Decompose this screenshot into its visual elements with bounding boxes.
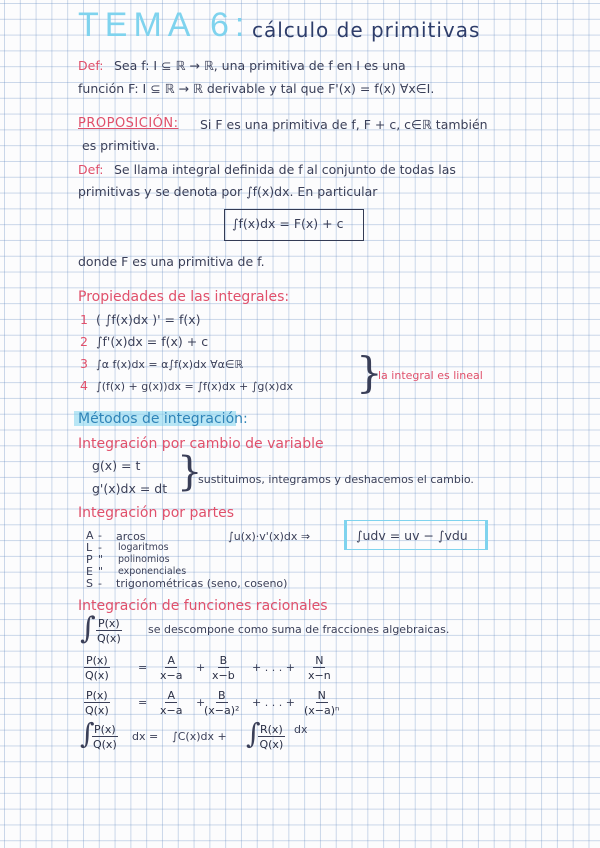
integral-sign-icon: ∫ [80, 611, 96, 646]
aleps-text: arcos [116, 530, 146, 543]
prop-line1: Si F es una primitiva de f, F + c, c∈ℝ también [200, 117, 488, 132]
def1-line2: función F: I ⊆ ℝ → ℝ derivable y tal que F'(x) = f(x) ∀x∈I. [78, 81, 435, 96]
fraction-lhs: $\frac{P(x)}{Q(x)}$ [92, 723, 117, 751]
page-subtitle: cálculo de primitivas [252, 18, 481, 42]
prop-item-number: 3 [80, 356, 88, 371]
fraction-lhs: $\frac{P(x)}{Q(x)}$ [84, 689, 109, 717]
def2-line3: donde F es una primitiva de f. [78, 254, 265, 269]
ellipsis: + . . . + [252, 661, 295, 674]
def1-label: Def: [78, 58, 104, 73]
racionales-note: se descompone como suma de fracciones algebraicas. [148, 623, 450, 636]
aleps-letter: A [86, 529, 94, 542]
cambio-eq1: g(x) = t [92, 458, 141, 473]
prop-item-text: ∫f'(x)dx = f(x) + c [96, 334, 209, 349]
prop-label: PROPOSICIÓN: [78, 116, 179, 131]
prop-item-text: ∫(f(x) + g(x))dx = ∫f(x)dx + ∫g(x)dx [96, 380, 293, 393]
prop-item-number: 4 [80, 378, 88, 393]
prop-line2: es primitiva. [82, 138, 160, 153]
integral-sign-icon: ∫ [80, 717, 95, 750]
prop-item-text: ∫α f(x)dx = α∫f(x)dx ∀α∈ℝ [96, 358, 244, 371]
fraction-remainder: $\frac{R(x)}{Q(x)}$ [259, 723, 284, 751]
aleps-text: polinomios [118, 554, 170, 565]
def1-line1: Sea f: I ⊆ ℝ → ℝ, una primitiva de f en I es una [114, 58, 406, 73]
eq3-dx: dx = [132, 730, 159, 743]
partes-heading: Integración por partes [78, 505, 235, 521]
aleps-text: trigonométricas (seno, coseno) [116, 577, 288, 590]
boxed-formula: ∫f(x)dx = F(x) + c [232, 216, 344, 231]
def2-label: Def: [78, 162, 104, 177]
fraction-term-N: $\frac{N}{\text{(x−a)ⁿ}}$ [304, 689, 340, 717]
fraction-term-A: $\frac{A}{x-a}$ [160, 654, 183, 682]
prop-item-number: 1 [80, 312, 88, 327]
fraction-term-B: $\frac{B}{\text{(x−a)²}}$ [204, 689, 240, 717]
denominator: Q(x) [96, 632, 121, 645]
aleps-text: logaritmos [118, 542, 169, 553]
aleps-letter: L [86, 541, 93, 554]
racionales-heading: Integración de funciones racionales [78, 598, 328, 614]
aleps-letter: P [86, 553, 93, 566]
def2-line1: Se llama integral definida de f al conjunto de todas las [114, 162, 456, 177]
linearity-note: la integral es lineal [378, 369, 483, 382]
partes-result: ∫udv = uv − ∫vdu [356, 528, 468, 543]
fraction-P-over-Q [96, 618, 122, 644]
right-brace-icon: } [356, 348, 383, 397]
aleps-letter: S [86, 577, 93, 590]
fraction-term-B: $\frac{B}{x-b}$ [212, 654, 235, 682]
ellipsis: + . . . + [252, 696, 295, 709]
fraction-term-A: $\frac{A}{x-a}$ [160, 689, 183, 717]
page-title: TEMA 6: [78, 6, 251, 44]
metodos-heading: Métodos de integración: [78, 411, 248, 427]
right-brace-icon: } [177, 449, 203, 495]
cambio-note: sustituimos, integramos y deshacemos el cambio. [198, 473, 474, 486]
partes-formula: ∫u(x)·v'(x)dx ⇒ [228, 530, 311, 543]
def2-line2: primitivas y se denota por ∫f(x)dx. En particular [78, 184, 378, 199]
eq3-mid: ∫C(x)dx + [172, 730, 227, 743]
fraction-lhs: $\frac{P(x)}{Q(x)}$ [84, 654, 109, 682]
prop-item-text: ( ∫f(x)dx )' = f(x) [96, 312, 201, 327]
aleps-letter: E [86, 565, 93, 578]
fraction-term-N: $\frac{N}{x-n}$ [308, 654, 331, 682]
integral-sign-icon: ∫ [246, 717, 261, 750]
cambio-heading: Integración por cambio de variable [78, 436, 324, 452]
propiedades-heading: Propiedades de las integrales: [78, 289, 290, 305]
prop-item-number: 2 [80, 334, 88, 349]
aleps-text: exponenciales [118, 566, 187, 577]
notebook-page: TEMA 6: cálculo de primitivas Def: Sea f: I ⊆ ℝ → ℝ, una primitiva de f en I es una función F: I ⊆ ℝ → ℝ derivable y tal que F'(x) = f(x) ∀x∈I. PROPOSICIÓN: Si F es una primitiva de f, F + c, c∈ℝ también es primitiva. Def: Se llama integral definida de f al conjunto de todas las primitivas y se denota por ∫f(x)dx. En particular ∫f(x)dx = F(x) + c donde F es una primitiva de f. Propiedades de las integrales: 1 ( ∫f(x)dx )' = f(x) 2 ∫f'(x)dx = f(x) + c 3 ∫α f(x)dx = α∫f(x)dx ∀α∈ℝ 4 ∫(f(x) + g(x))dx = ∫f(x)dx + ∫g(x)dx } la integral es lineal Métodos de integración: Integración por cambio de variable g(x) = t g'(x)dx = dt } sustituimos, integramos y deshacemos el cambio. Integración por partes A - arcos L - logaritmos P " polinomios E " exponenciales S - trigonométricas (seno, coseno) ∫u(x)·v'(x)dx ⇒ ∫udv = uv − ∫vdu Integración de funciones racionales ∫ $\frac{P(x)}{Q(x)}$ se descompone como suma de fracciones algebraicas. $\frac{P(x)}{Q(x)}$ = $\frac{A}{x-a}$ + $\frac{B}{x-b}$ + . . . + $\frac{N}{x-n}$ $\frac{P(x)}{Q(x)}$ = $\frac{A}{x-a}$ + $\frac{B}{\text{(x−a)²}}$ + . . . + $\frac{N}{\text{(x−a)ⁿ}}$ ∫ $\frac{P(x)}{Q(x)}$ dx = ∫C(x)dx + ∫ $\frac{R(x)}{Q(x)}$ dx [0, 0, 600, 848]
numerator: P(x) [98, 617, 120, 630]
eq3-dx-end: dx [294, 723, 308, 736]
cambio-eq2: g'(x)dx = dt [92, 481, 168, 496]
